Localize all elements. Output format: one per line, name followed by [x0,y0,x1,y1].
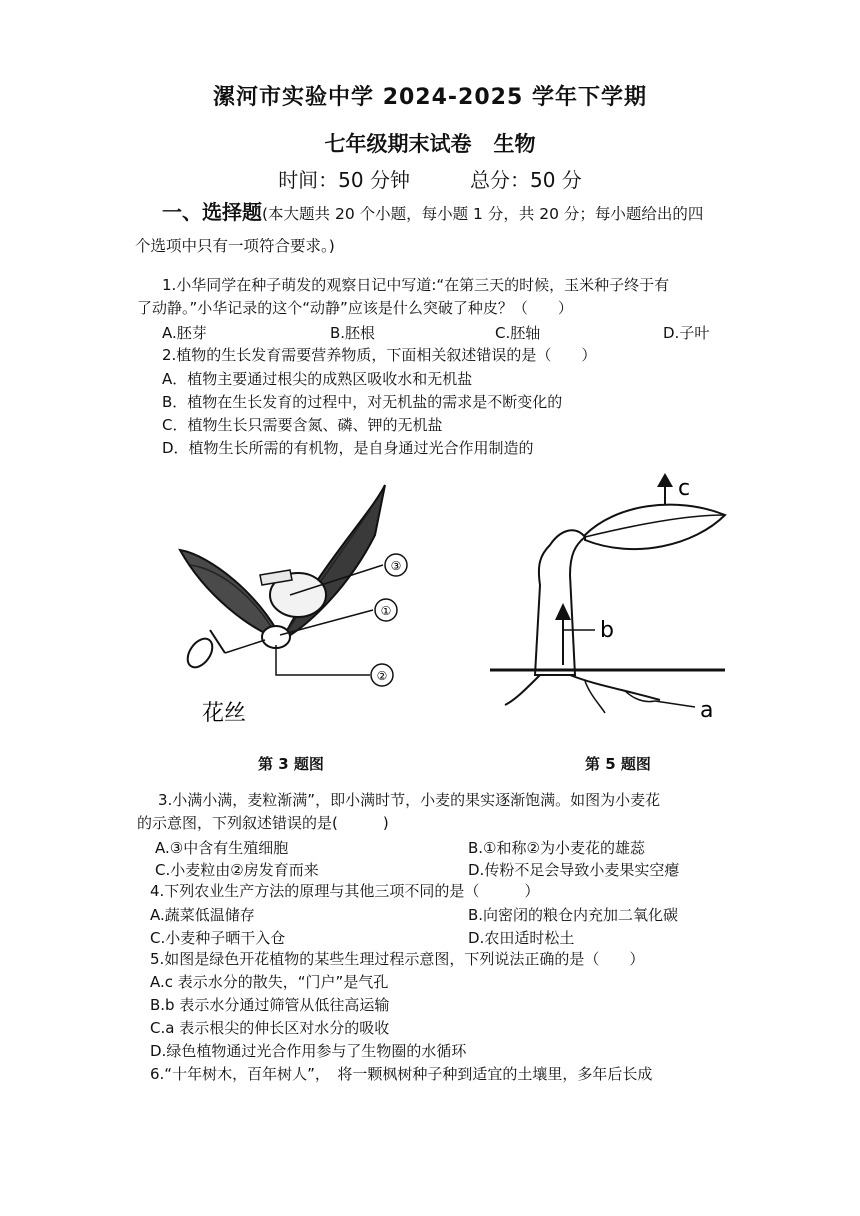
q3-option-d: D.传粉不足会导致小麦果实空瘪 [468,861,680,879]
q1-option-d: D.子叶 [663,324,710,342]
exam-subtitle [0,128,860,158]
q3-option-c: C.小麦粒由②房发育而来 [155,861,319,879]
q3-line1: 3.小满小满，麦粒渐满”，即小满时节，小麦的果实逐渐饱满。如图为小麦花 [158,791,661,809]
fig3-label-2: ② [376,669,388,683]
q3-option-b: B.①和称②为小麦花的雄蕊 [468,839,645,857]
q2-option-b: B．植物在生长发育的过程中，对无机盐的需求是不断变化的 [162,393,563,411]
exam-total: 总分：50 分 [470,168,582,192]
q5-option-c: C.a 表示根尖的伸长区对水分的吸收 [150,1019,390,1037]
q6-line1: 6.“十年树木，百年树人”， 将一颗枫树种子种到适宜的土壤里，多年后长成 [150,1065,653,1083]
figure-3-caption: 第 3 题图 [258,755,324,773]
q5-option-d: D.绿色植物通过光合作用参与了生物圈的水循环 [150,1042,467,1060]
fig3-label-1: ① [380,604,392,618]
exam-grade: 七年级期末试卷 [324,132,472,156]
figure-5-caption: 第 5 题图 [585,755,651,773]
section-heading: 一、选择题 [162,200,262,224]
exam-subject: 生物 [493,132,536,156]
fig3-filament-label: 花丝 [202,701,247,726]
fig5-label-c: c [678,476,691,501]
exam-meta [0,164,860,193]
q2-option-a: A．植物主要通过根尖的成熟区吸收水和无机盐 [162,370,473,388]
fig5-label-a: a [700,698,714,723]
q2-option-d: D．植物生长所需的有机物，是自身通过光合作用制造的 [162,439,534,457]
q4-option-c: C.小麦种子晒干入仓 [150,929,286,947]
q2-option-c: C．植物生长只需要含氮、磷、钾的无机盐 [162,416,443,434]
q5-option-b: B.b 表示水分通过筛管从低往高运输 [150,996,390,1014]
q1-line1: 1.小华同学在种子萌发的观察日记中写道:“在第三天的时候，玉米种子终于有 [162,276,670,294]
q1-line2: 了动静。”小华记录的这个“动静”应该是什么突破了种皮？（ ） [137,299,573,317]
q3-option-a: A.③中含有生殖细胞 [155,839,289,857]
section-1 [135,196,762,262]
figure-5-plant-diagram [485,465,735,735]
fig3-label-3: ③ [390,559,402,573]
exam-time: 时间：50 分钟 [278,168,410,192]
q4-stem: 4.下列农业生产方法的原理与其他三项不同的是（ ） [150,882,540,900]
q3-line2: 的示意图，下列叙述错误的是( ) [137,814,389,832]
q4-option-b: B.向密闭的粮仓内充加二氧化碳 [468,906,679,924]
q5-option-a: A.c 表示水分的散失，“门户”是气孔 [150,973,389,991]
q1-option-a: A.胚芽 [162,324,207,342]
q4-option-a: A.蔬菜低温储存 [150,906,255,924]
q1-option-c: C.胚轴 [495,324,541,342]
section-instructions-2: 个选项中只有一项符合要求。) [135,237,335,255]
fig5-label-b: b [600,618,614,643]
section-instructions-1: (本大题共 20 个小题，每小题 1 分，共 20 分；每小题给出的四 [262,205,704,223]
q2-stem: 2.植物的生长发育需要营养物质，下面相关叙述错误的是（ ） [162,346,597,364]
figure-3-wheat-flower [170,475,430,735]
q1-option-b: B.胚根 [330,324,376,342]
q5-stem: 5.如图是绿色开花植物的某些生理过程示意图，下列说法正确的是（ ） [150,950,645,968]
exam-title: 漯河市实验中学 2024-2025 学年下学期 [213,85,647,110]
q4-option-d: D.农田适时松土 [468,929,575,947]
